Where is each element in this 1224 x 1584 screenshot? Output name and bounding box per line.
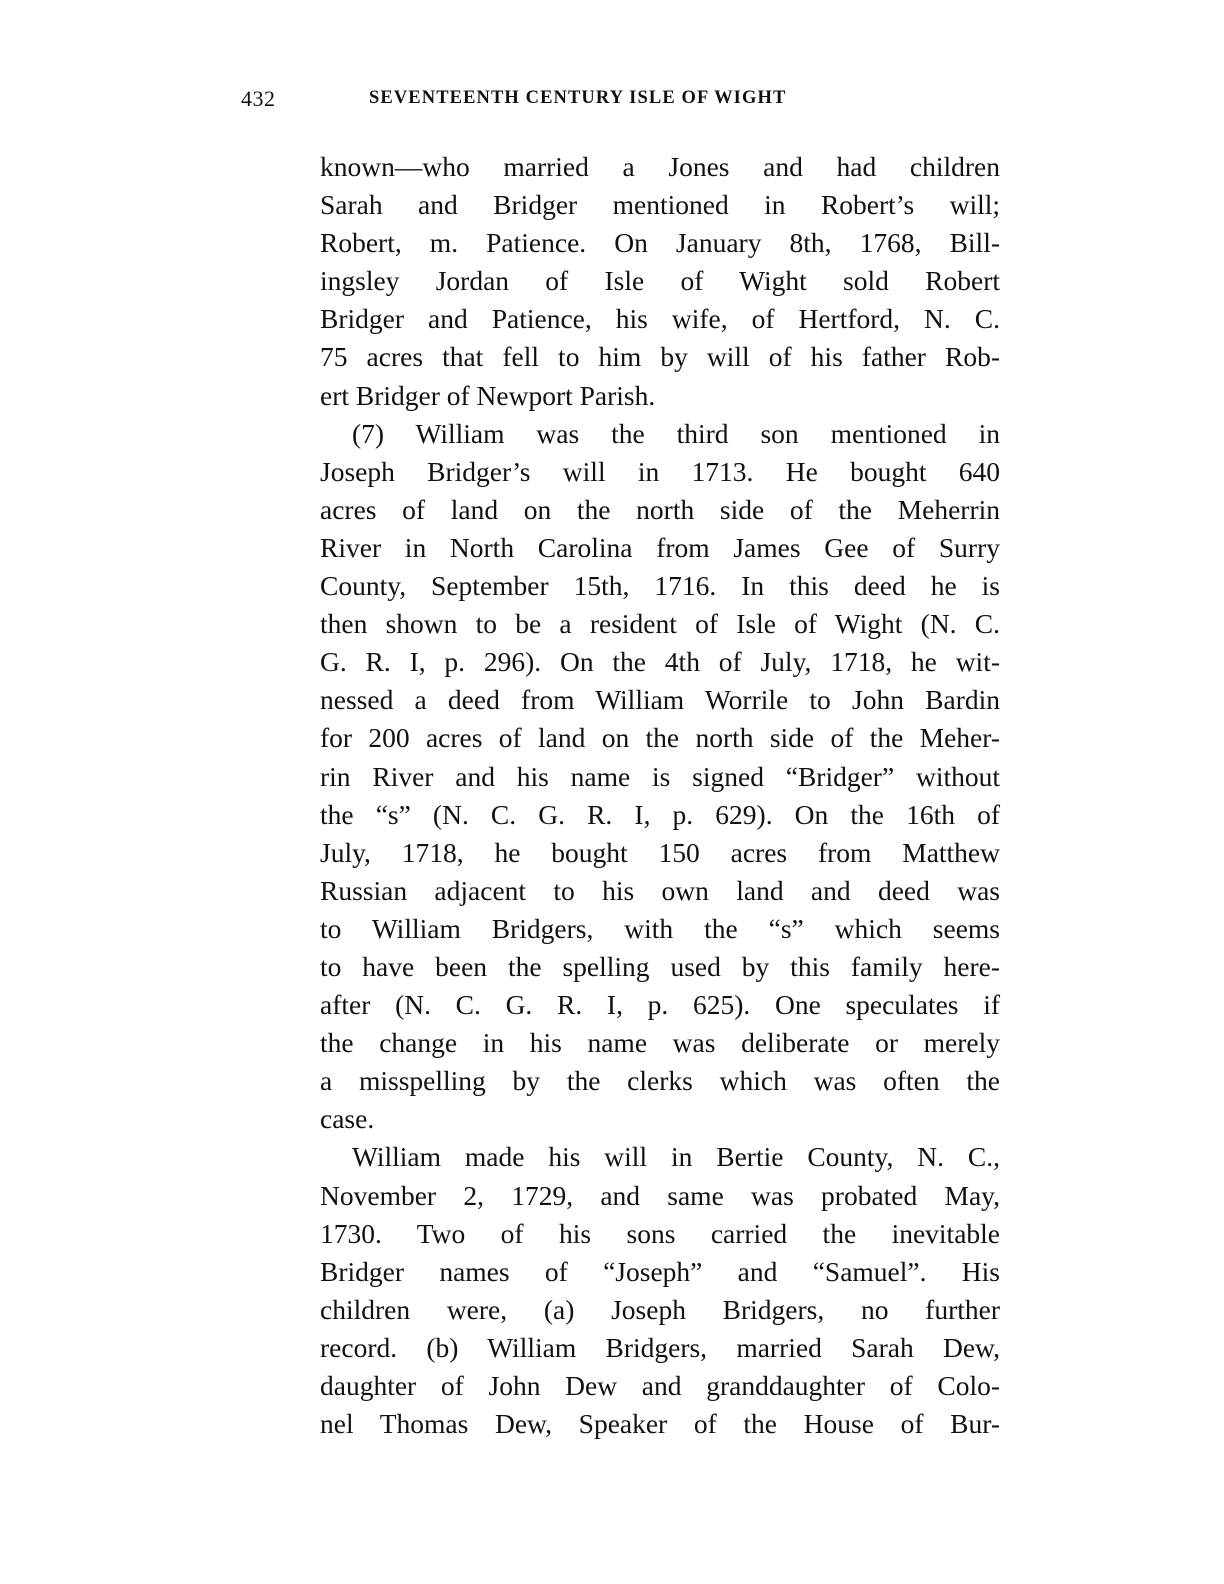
text-line: Bridger and Patience, his wife, of Hertford, N. C.	[320, 303, 1000, 335]
text-line: ert Bridger of Newport Parish.	[320, 379, 656, 411]
page-number: 432	[241, 86, 276, 111]
running-title: SEVENTEENTH CENTURY ISLE OF WIGHT	[369, 88, 787, 108]
paragraph-start-line: William made his will in Bertie County, N. C.,	[352, 1141, 1000, 1173]
text-line: daughter of John Dew and granddaughter of Colo-	[320, 1370, 1000, 1401]
text-line: 1730. Two of his sons carried the inevitable	[320, 1217, 1000, 1249]
text-line: rin River and his name is signed “Bridger” without	[320, 760, 1000, 792]
text-line: record. (b) William Bridgers, married Sarah Dew,	[320, 1331, 1000, 1363]
text-line: acres of land on the north side of the Meherrin	[320, 493, 1000, 525]
text-line: Joseph Bridger’s will in 1713. He bought 640	[320, 455, 1000, 487]
text-line: case.	[320, 1103, 375, 1135]
text-line: nessed a deed from William Worrile to John Bardin	[320, 684, 1000, 716]
text-line: G. R. I, p. 296). On the 4th of July, 1718, he wit-	[320, 646, 1000, 678]
text-line: to William Bridgers, with the “s” which seems	[320, 912, 1000, 944]
text-line: River in North Carolina from James Gee of Surry	[320, 531, 1000, 563]
text-line: Robert, m. Patience. On January 8th, 1768, Bill-	[320, 227, 1000, 259]
paragraph-start-line: (7) William was the third son mentioned in	[352, 417, 1000, 449]
body-text	[320, 148, 1000, 1443]
text-line: Sarah and Bridger mentioned in Robert’s will;	[320, 189, 1000, 221]
text-line: for 200 acres of land on the north side of the Meher-	[320, 722, 1000, 754]
running-header	[241, 86, 1001, 116]
text-line: Russian adjacent to his own land and deed was	[320, 874, 1000, 906]
text-line: November 2, 1729, and same was probated May,	[320, 1179, 1000, 1211]
text-line: the “s” (N. C. G. R. I, p. 629). On the 16th of	[320, 798, 1000, 830]
text-line: then shown to be a resident of Isle of Wight (N. C.	[320, 608, 1000, 640]
text-line: nel Thomas Dew, Speaker of the House of Bur-	[320, 1408, 1000, 1440]
text-line: a misspelling by the clerks which was often the	[320, 1065, 1000, 1097]
text-line: July, 1718, he bought 150 acres from Matthew	[320, 836, 1000, 868]
text-line: after (N. C. G. R. I, p. 625). One speculates if	[320, 989, 1000, 1021]
text-line: 75 acres that fell to him by will of his father Rob-	[320, 341, 1000, 373]
text-line: the change in his name was deliberate or merely	[320, 1027, 1000, 1059]
text-line: to have been the spelling used by this family here-	[320, 950, 1000, 982]
text-line: ingsley Jordan of Isle of Wight sold Robert	[320, 265, 1000, 297]
text-line: known—who married a Jones and had children	[320, 151, 1000, 182]
text-line: Bridger names of “Joseph” and “Samuel”. His	[320, 1255, 1000, 1287]
text-line: children were, (a) Joseph Bridgers, no further	[320, 1293, 1000, 1325]
text-line: County, September 15th, 1716. In this deed he is	[320, 570, 1000, 602]
